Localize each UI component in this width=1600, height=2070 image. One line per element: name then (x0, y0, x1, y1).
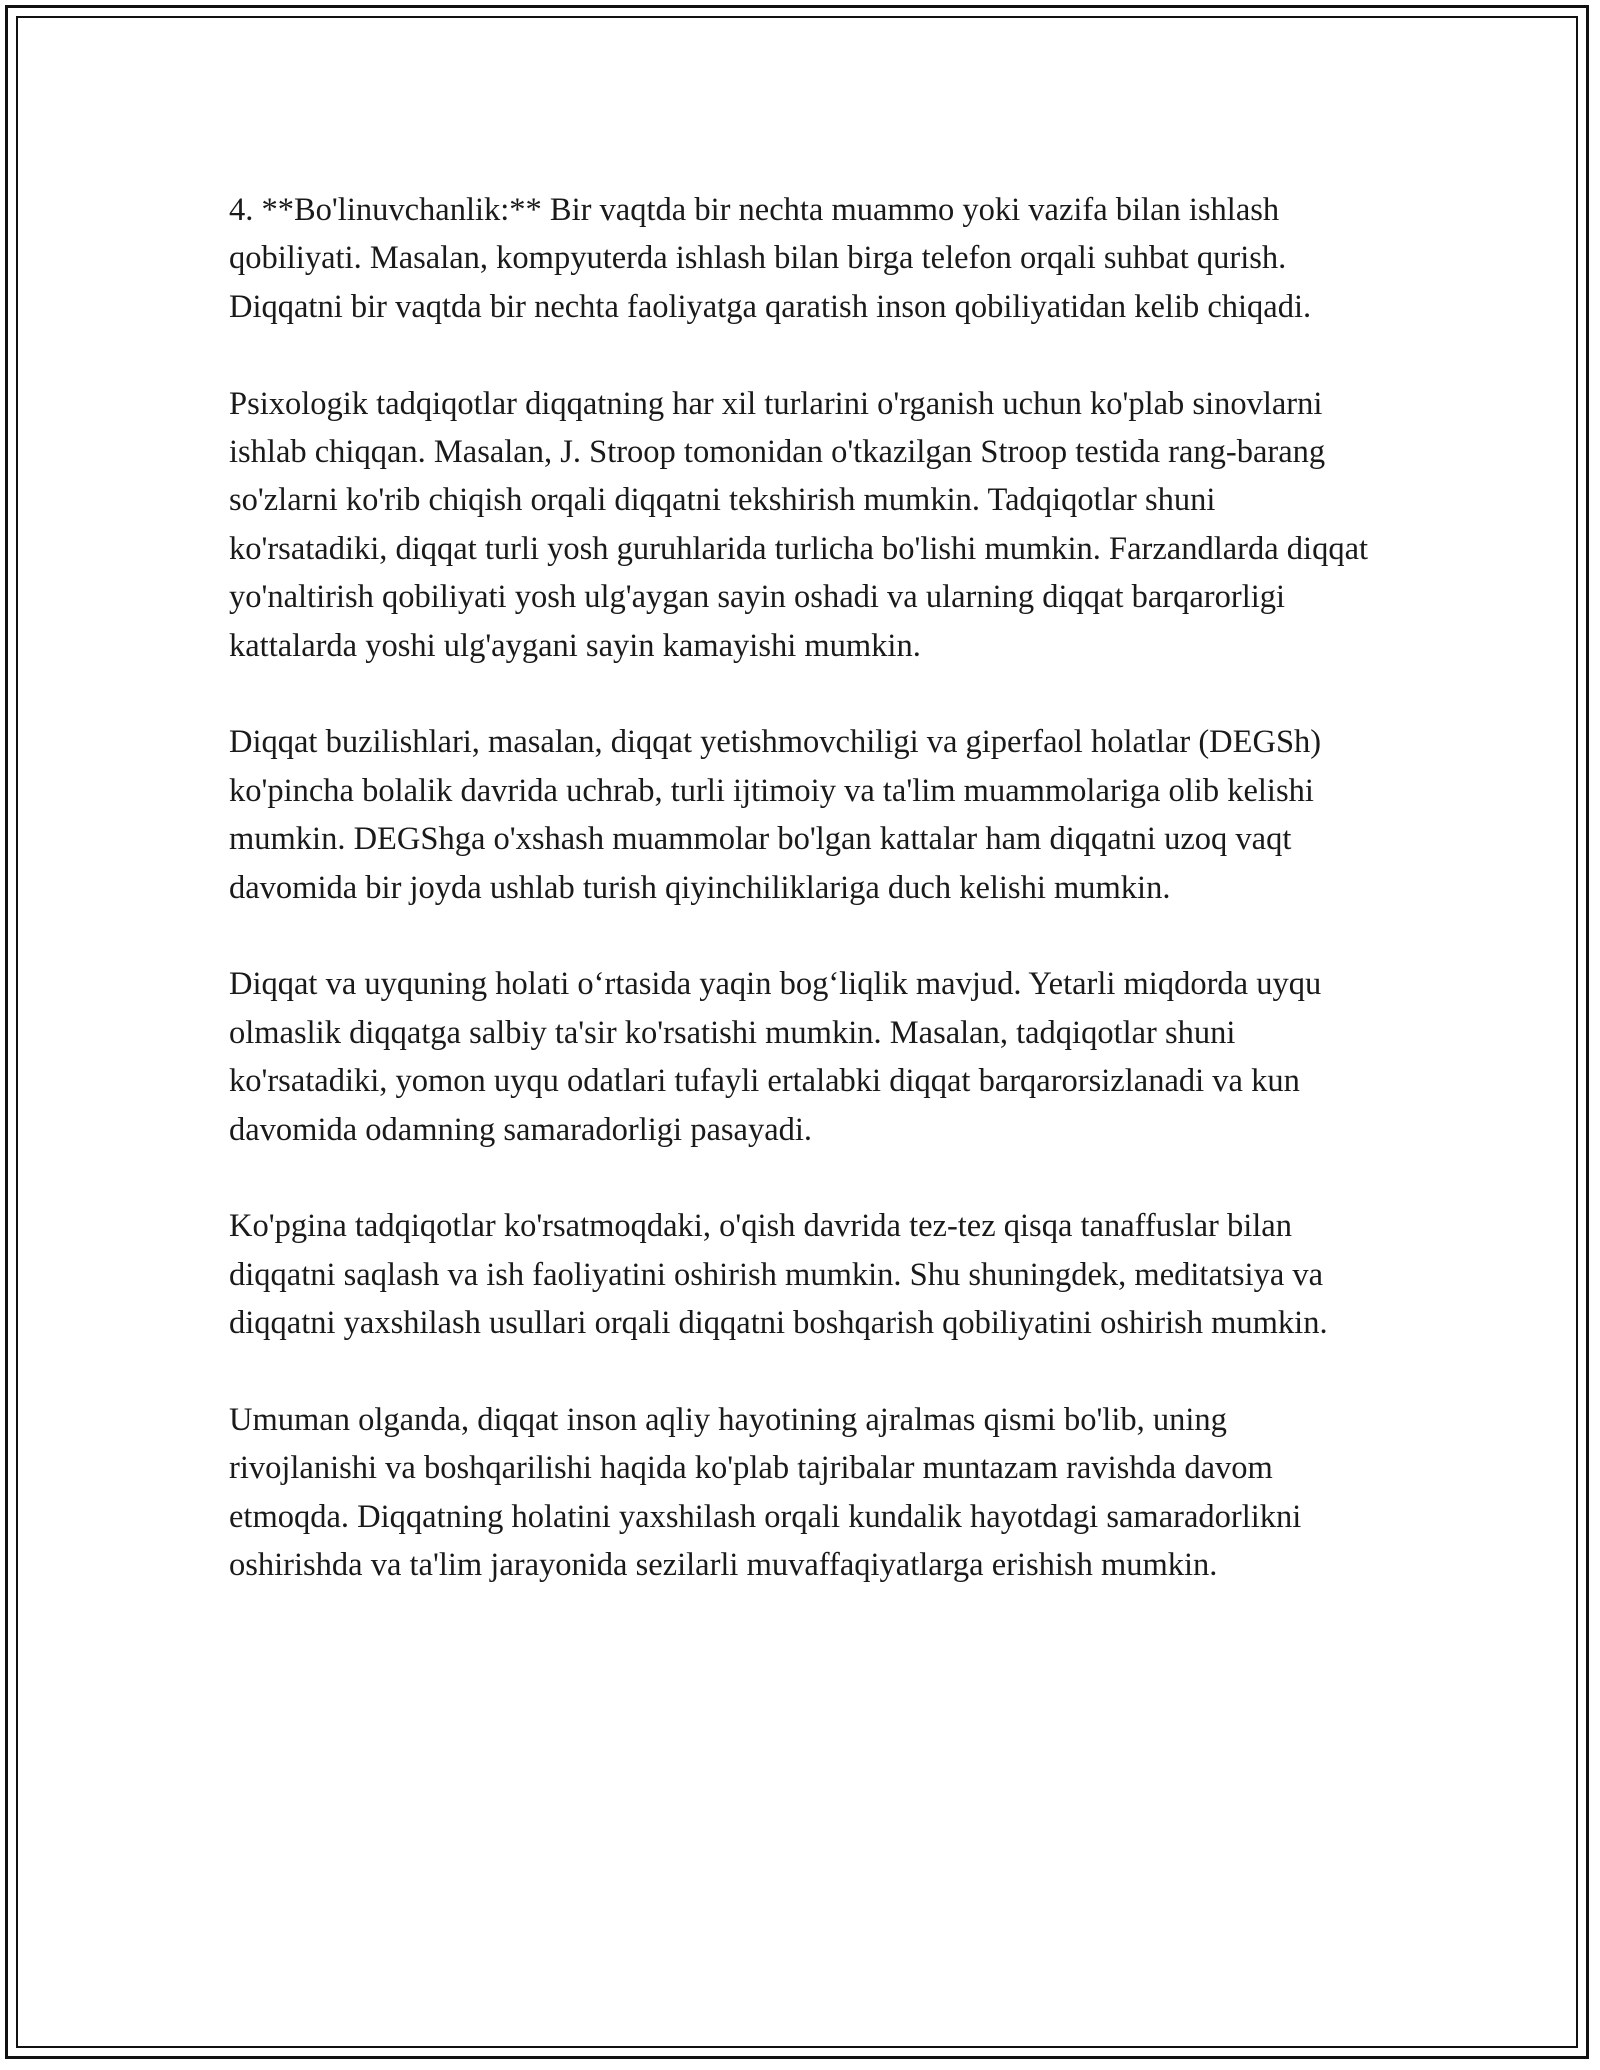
paragraph-breaks-and-meditation: Ko'pgina tadqiqotlar ko'rsatmoqdaki, o'qish davrida tez-tez qisqa tanaffuslar bilan diqqatni saqlash va ish faoliyatini oshirish mumkin. Shu shuningdek, meditatsiya va diqqatni yaxshilash usullari orqali diqqatni boshqarish qobiliyatini oshirish mumkin. (229, 1208, 1328, 1342)
document-body (229, 186, 1379, 1638)
paragraph-attention-disorders: Diqqat buzilishlari, masalan, diqqat yetishmovchiligi va giperfaol holatlar (DEGSh) ko'pincha bolalik davrida uchrab, turli ijtimoiy va ta'lim muammolariga olib kelishi mumkin. DEGShga o'xshash muammolar bo'lgan kattalar ham diqqatni uzoq vaqt davomida bir joyda ushlab turish qiyinchiliklariga duch kelishi mumkin. (229, 724, 1322, 906)
paragraph-psychological-research: Psixologik tadqiqotlar diqqatning har xil turlarini o'rganish uchun ko'plab sinovlarni ishlab chiqqan. Masalan, J. Stroop tomonidan o'tkazilgan Stroop testida rang-barang so'zlarni ko'rib chiqish orqali diqqatni tekshirish mumkin. Tadqiqotlar shuni ko'rsatadiki, diqqat turli yosh guruhlarida turlicha bo'lishi mumkin. Farzandlarda diqqat yo'naltirish qobiliyati yosh ulg'aygan sayin oshadi va ularning diqqat barqarorligi kattalarda yoshi ulg'aygani sayin kamayishi mumkin. (229, 385, 1369, 664)
paragraph-divisibility: 4. **Bo'linuvchanlik:** Bir vaqtda bir nechta muammo yoki vazifa bilan ishlash qobiliyati. Masalan, kompyuterda ishlash bilan birga telefon orqali suhbat qurish. Diqqatni bir vaqtda bir nechta faoliyatga qaratish inson qobiliyatidan kelib chiqadi. (229, 192, 1312, 325)
paragraph-conclusion: Umuman olganda, diqqat inson aqliy hayotining ajralmas qismi bo'lib, uning rivojlanishi va boshqarilishi haqida ko'plab tajribalar muntazam ravishda davom etmoqda. Diqqatning holatini yaxshilash orqali kundalik hayotdagi samaradorlikni oshirishda va ta'lim jarayonida sezilarli muvaffaqiyatlarga erishish mumkin. (229, 1402, 1302, 1584)
paragraph-attention-and-sleep: Diqqat va uyquning holati o‘rtasida yaqin bog‘liqlik mavjud. Yetarli miqdorda uyqu olmaslik diqqatga salbiy ta'sir ko'rsatishi mumkin. Masalan, tadqiqotlar shuni ko'rsatadiki, yomon uyqu odatlari tufayli ertalabki diqqat barqarorsizlanadi va kun davomida odamning samaradorligi pasayadi. (229, 966, 1322, 1148)
